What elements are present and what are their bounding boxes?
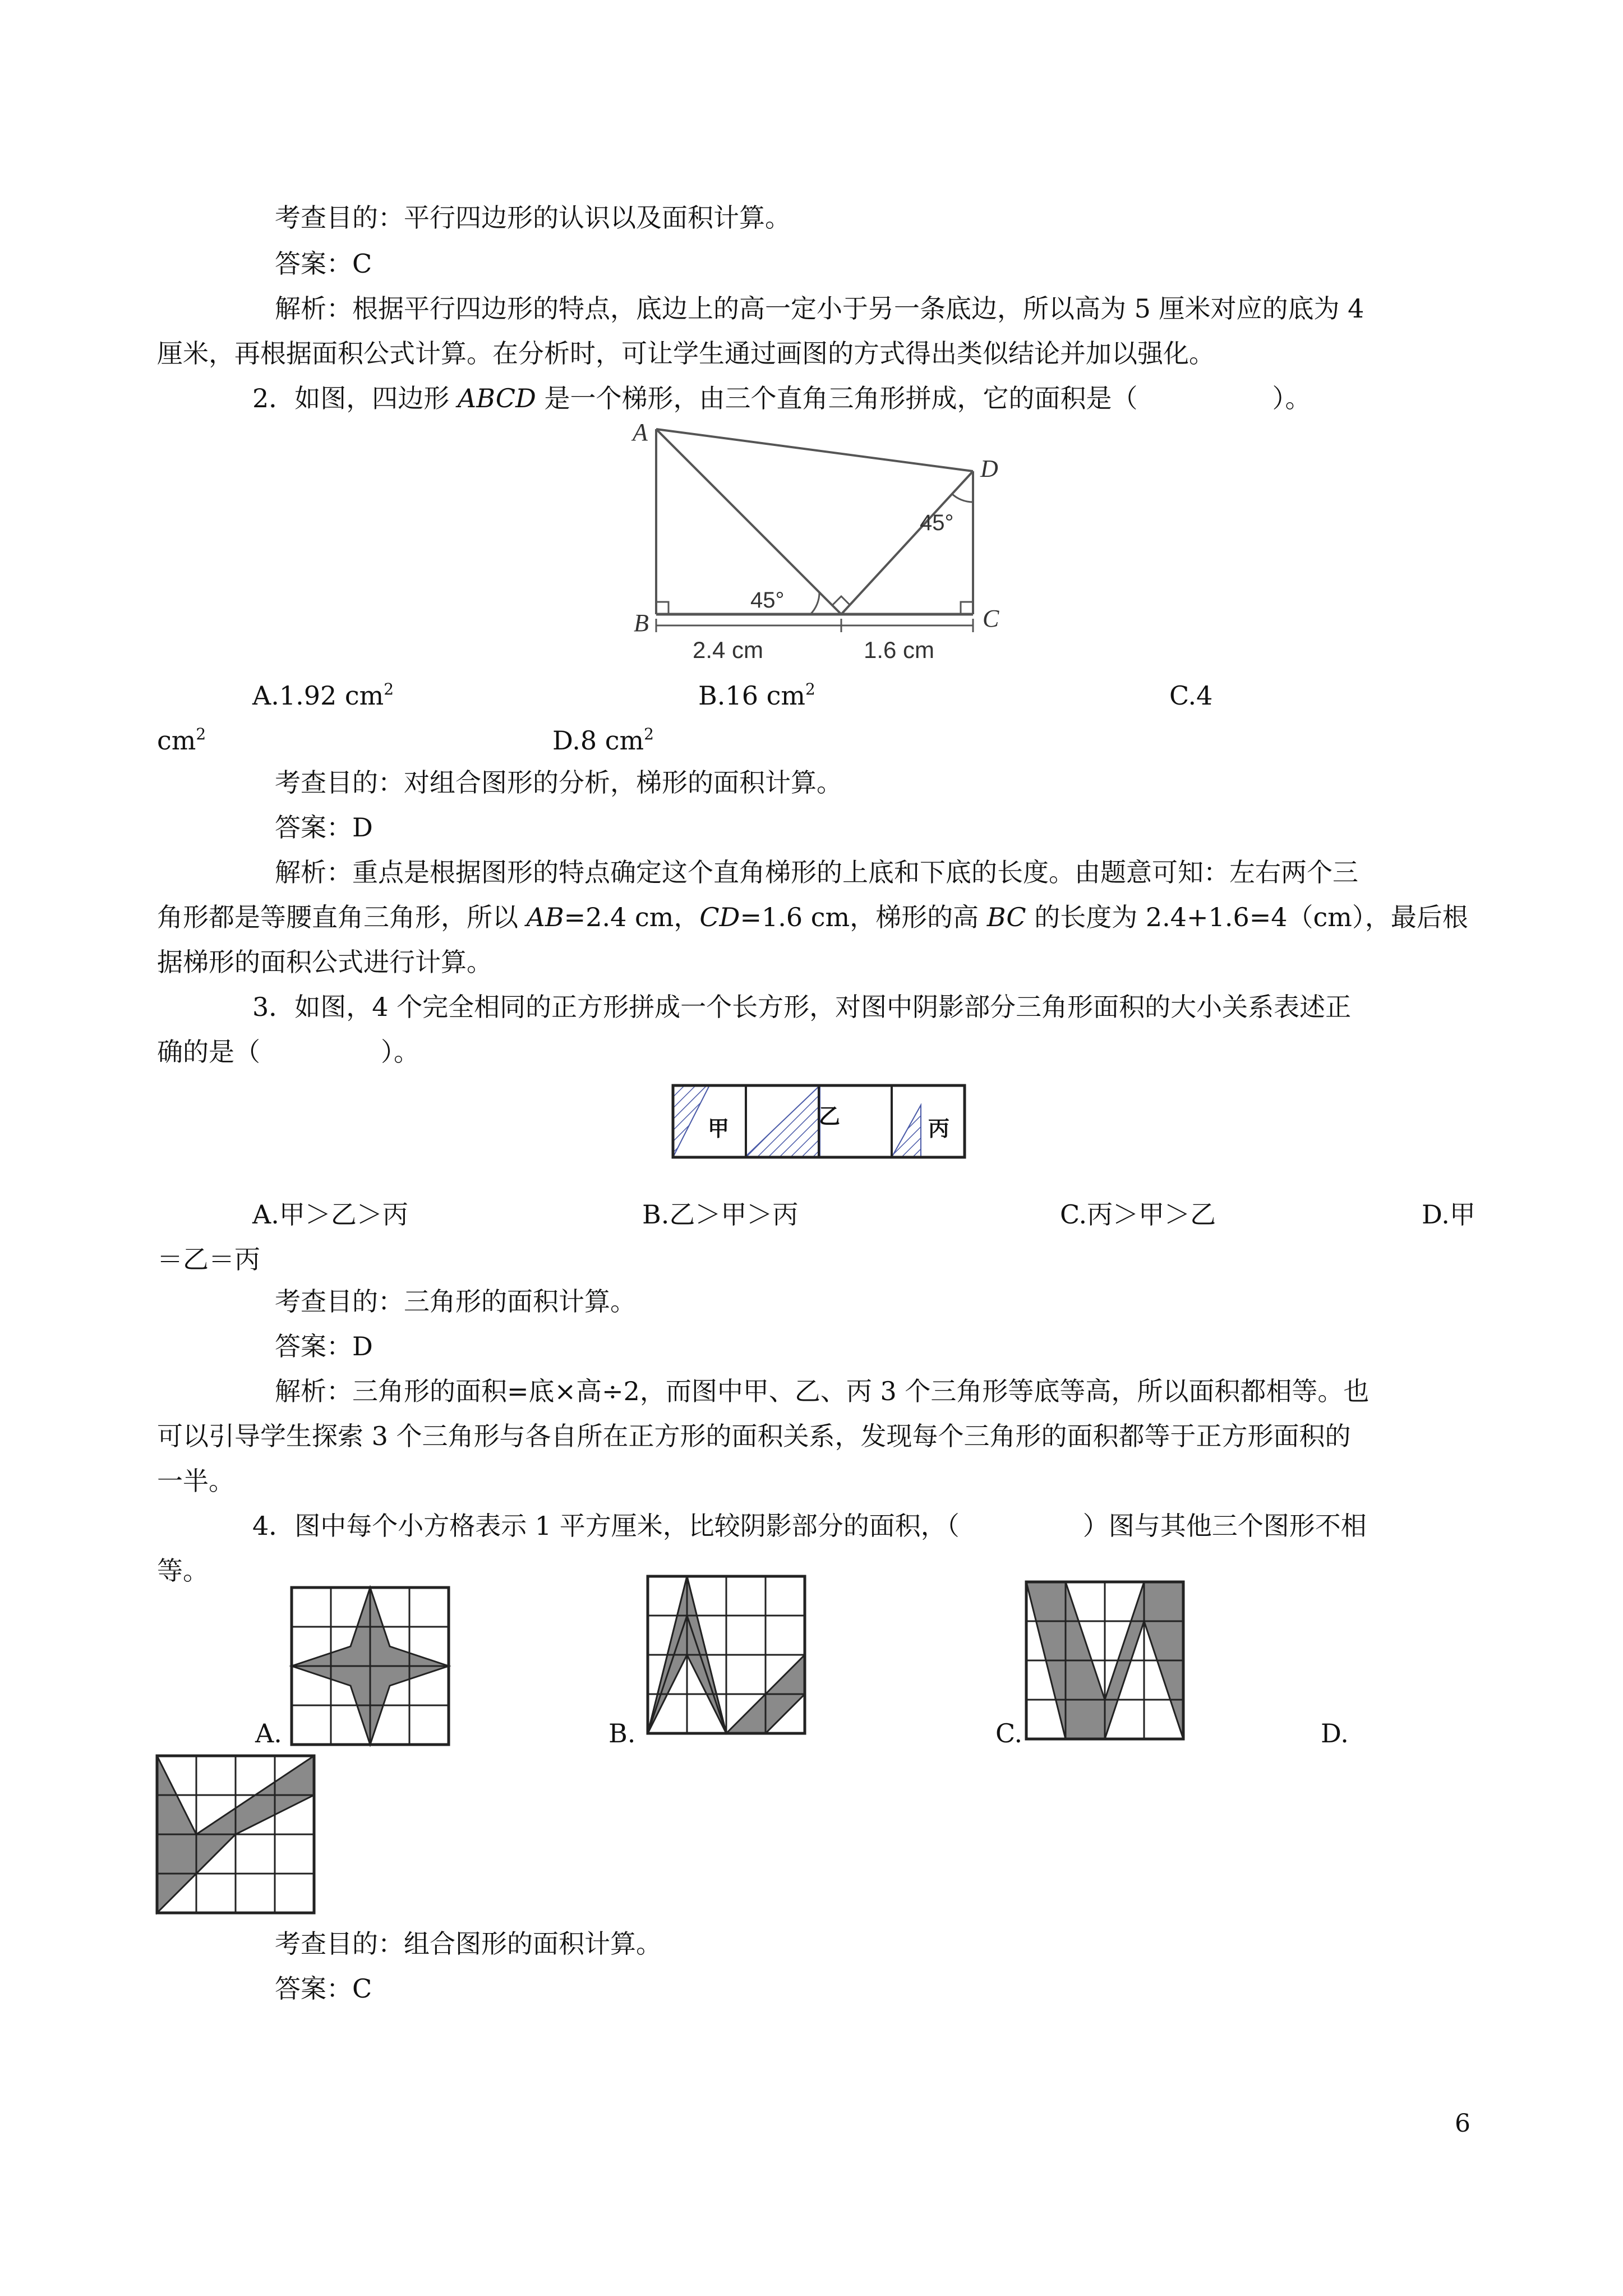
q2-option-a[interactable] [252,679,394,712]
four-squares-figure [667,1080,970,1164]
q2-option-b[interactable] [698,679,815,712]
triangle-bing [892,1105,921,1157]
q3-analysis-line2: 可以引导学生探索 3 个三角形与各自所在正方形的面积关系，发现每个三角形的面积都等于正方形面积的 [157,1421,1351,1451]
label-bing: 丙 [928,1116,950,1141]
grid-figure-c [1021,1576,1189,1745]
angle-arc-top [952,494,973,502]
q2-analysis-line2 [157,900,1468,934]
q3-option-d-cont: ＝乙＝丙 [157,1244,260,1274]
q2-analysis-bc: BC [986,902,1026,932]
grid-figure-d [151,1750,320,1918]
triangle-yi [745,1085,820,1157]
q4-label-b[interactable]: B. [608,1718,636,1749]
edge-ad [656,429,973,471]
right-angle-b [656,602,668,614]
edge-de [841,471,973,614]
angle-label-top: 45° [920,510,954,535]
page-number: 6 [1455,2109,1470,2138]
q3-analysis-line3: 一半。 [157,1466,234,1496]
q1-purpose: 考查目的：平行四边形的认识以及面积计算。 [275,203,791,233]
q3-option-b[interactable]: B.乙＞甲＞丙 [642,1199,799,1230]
q3-stem-line1: 3．如图，4 个完全相同的正方形拼成一个长方形，对图中阴影部分三角形面积的大小关系表述正 [252,992,1352,1022]
q2-option-c[interactable]: C.4 [1169,680,1213,711]
label-c: C [983,605,999,632]
label-b: B [634,609,649,637]
grid-figure-a [286,1582,454,1750]
q3-analysis-line1: 解析：三角形的面积=底×高÷2，而图中甲、乙、丙 3 个三角形等底等高，所以面积都相等。也 [275,1376,1370,1406]
length-label-left: 2.4 cm [693,637,764,663]
q2-option-c-unit-text: cm [157,725,196,756]
edge-ae [656,429,841,614]
q2-option-c-sup: 2 [196,725,206,743]
q4-stem-line1 [252,1509,1367,1543]
q2-stem [252,381,1311,415]
q2-analysis-2a: 角形都是等腰直角三角形，所以 [157,902,527,932]
grid-figure-b [642,1571,810,1739]
q4-answer: 答案：C [275,1973,372,2004]
right-angle-e [832,596,850,605]
q2-answer: 答案：D [275,812,373,843]
q3-option-c[interactable]: C.丙＞甲＞乙 [1060,1199,1216,1230]
q2-option-b-sup: 2 [805,680,815,698]
q2-analysis-line3: 据梯形的面积公式进行计算。 [157,947,492,977]
q4-label-c[interactable]: C. [995,1718,1023,1749]
q2-analysis-ab: AB [526,902,564,932]
q4-stem-line2: 等。 [157,1556,209,1586]
q3-option-d[interactable]: D.甲 [1422,1199,1476,1230]
triangle-jia [673,1085,709,1157]
q2-analysis-cd: CD [699,902,740,932]
q2-stem-close: ）。 [1272,383,1311,413]
label-jia: 甲 [708,1116,730,1141]
q2-shape-name: ABCD [457,383,536,413]
q2-option-d-text: D.8 cm [552,725,644,756]
q2-option-a-sup: 2 [384,680,394,698]
q2-analysis-2d: 的长度为 2.4+1.6=4（cm），最后根 [1026,902,1468,932]
q3-stem-2a: 确的是（ [157,1037,260,1067]
q1-analysis-line1: 解析：根据平行四边形的特点，底边上的高一定小于另一条底边，所以高为 5 厘米对应的底为 4 [275,293,1364,324]
q3-answer: 答案：D [275,1331,373,1361]
q4-label-a[interactable]: A. [255,1718,282,1749]
q4-purpose: 考查目的：组合图形的面积计算。 [275,1929,662,1959]
q3-stem-line2 [157,1035,419,1069]
q2-stem-suffix: 是一个梯形，由三个直角三角形拼成，它的面积是（ [536,383,1138,413]
q2-option-b-text: B.16 cm [698,680,805,711]
length-label-right: 1.6 cm [864,637,935,663]
q3-purpose: 考查目的：三角形的面积计算。 [275,1286,636,1317]
q2-purpose: 考查目的：对组合图形的分析，梯形的面积计算。 [275,767,842,798]
q4-stem-1a: 4．图中每个小方格表示 1 平方厘米，比较阴影部分的面积，（ [252,1511,960,1541]
angle-arc-bottom [810,592,819,614]
label-d: D [980,455,998,482]
q1-analysis-line2: 厘米，再根据面积公式计算。在分析时，可让学生通过画图的方式得出类似结论并加以强化。 [157,338,1215,369]
q4-stem-1b: ）图与其他三个图形不相 [1082,1511,1367,1541]
angle-label-bottom: 45° [750,588,785,613]
q2-analysis-2b: =2.4 cm， [564,902,700,932]
q2-option-a-text: A.1.92 cm [252,680,384,711]
q2-analysis-2c: =1.6 cm，梯形的高 [740,902,987,932]
q1-answer: 答案：C [275,249,372,279]
q2-option-c-unit [157,724,206,757]
label-yi: 乙 [819,1104,841,1129]
label-a: A [633,418,648,446]
q2-option-d[interactable] [552,724,654,757]
q2-option-d-sup: 2 [644,725,654,743]
right-angle-c [961,602,973,614]
q2-analysis-line1: 解析：重点是根据图形的特点确定这个直角梯形的上底和下底的长度。由题意可知：左右两个三 [275,857,1358,887]
q4-label-d[interactable]: D. [1321,1718,1349,1749]
q3-option-a[interactable]: A.甲＞乙＞丙 [252,1199,408,1230]
q2-stem-prefix: 2．如图，四边形 [252,383,458,413]
trapezoid-figure [617,418,1009,676]
q3-stem-2b: ）。 [381,1037,419,1067]
